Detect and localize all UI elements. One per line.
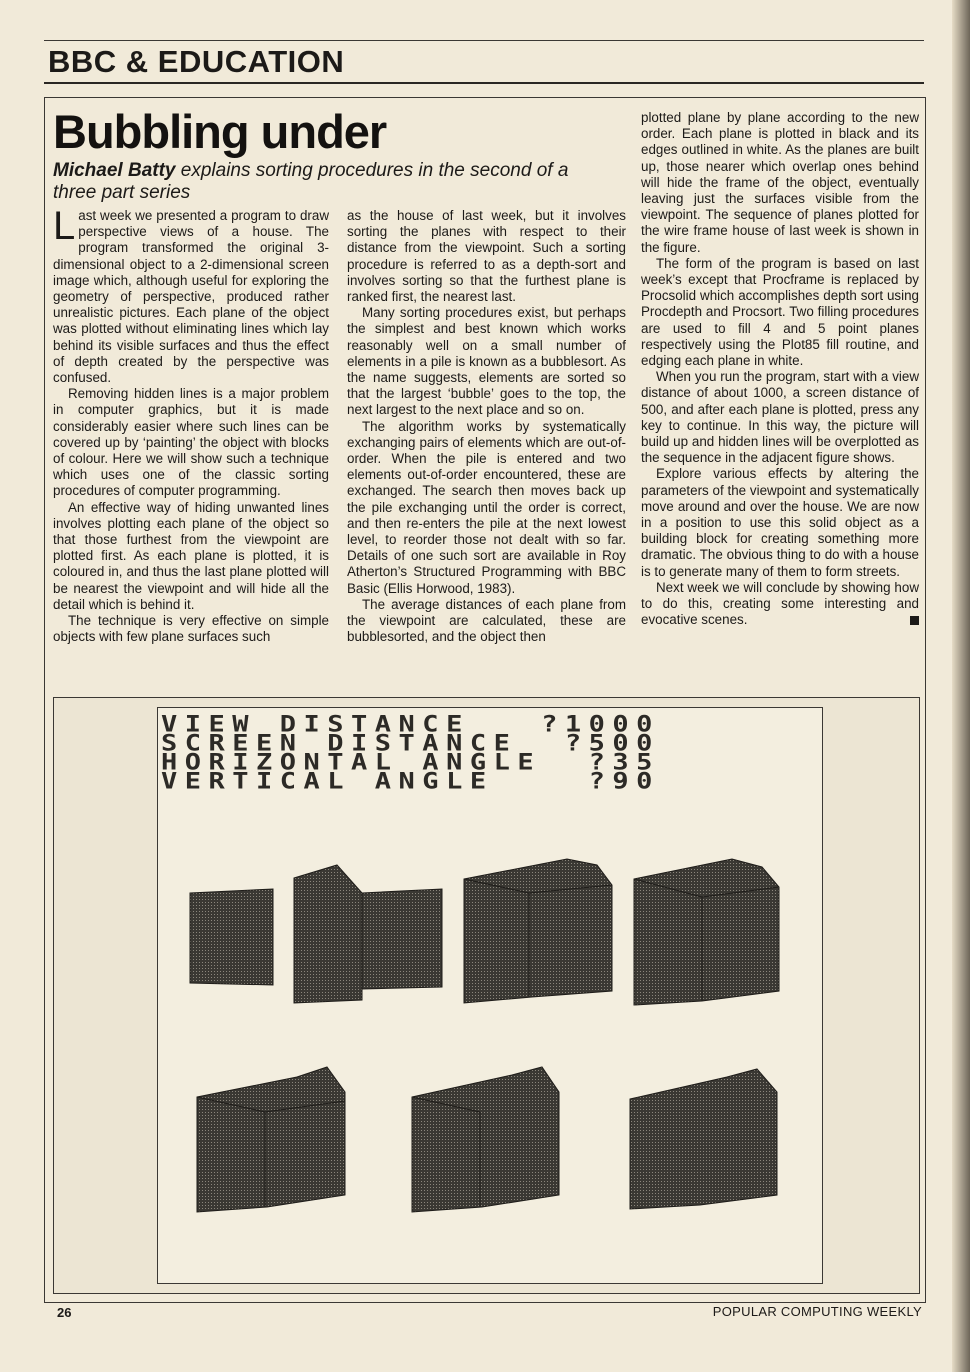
author-name: Michael Batty bbox=[53, 160, 176, 181]
house-step-5 bbox=[197, 1067, 345, 1212]
standfirst-text: explains sorting procedures in the second of a three part series bbox=[53, 160, 569, 203]
col2-para-2: Many sorting procedures exist, but perhaps the simplest and best known which works reasonably well on a small number of elements in a pile is known as a bubblesort. As the name suggests, elements are sorted so that the largest ‘bubble’ goes to the top, the next largest to the next place and so on. bbox=[347, 305, 626, 418]
column-3 bbox=[641, 110, 919, 629]
screen-line-horizontal-angle: HORIZONTAL ANGLE ?35 bbox=[161, 749, 660, 776]
col3-para-1: plotted plane by plane according to the new order. Each plane is plotted in black and its edges outlined in white. As the planes are built up, those nearer which overlap ones behind will hide the frame of the object, eventually leaving just the surfaces visible from the viewpoint. The sequence of planes plotted for the wire frame house of last week is shown in the figure. bbox=[641, 110, 919, 255]
article-frame-left bbox=[44, 97, 45, 1302]
screen-line-view-distance: VIEW DISTANCE ?1000 bbox=[161, 711, 660, 738]
section-rule bbox=[44, 82, 924, 84]
col3-para-2: The form of the program is based on last week’s except that Procframe is replaced by Procsolid which accomplishes depth sort using Procdepth and Procsort. Two filling procedures are used to fill 4 and 5 point planes respectively using the Plot85 fill routine, and edging each plane in white. bbox=[641, 255, 919, 369]
top-rule bbox=[44, 40, 924, 41]
section-heading: BBC & EDUCATION bbox=[48, 44, 345, 79]
col3-para-3: When you run the program, start with a view distance of about 1000, a screen distance of 500, and after each plane is plotted, press any key to continue. In this way, the picture will build up and hidden lines will be overplotted as the sequence in the adjacent figure shows. bbox=[641, 369, 919, 466]
house-step-1 bbox=[190, 889, 273, 985]
article-frame-top bbox=[44, 97, 926, 98]
page-number: 26 bbox=[57, 1305, 72, 1320]
house-step-3 bbox=[464, 859, 612, 1003]
article-frame-right bbox=[925, 97, 926, 1302]
house-render-sequence bbox=[157, 707, 823, 1284]
col3-para-4: Explore various effects by altering the parameters of the viewpoint and systematically move around and over the house. We are now in a position to use this solid object as a building block for creating something more dramatic. The obvious thing to do with a house is to generate many of them to form streets. bbox=[641, 466, 919, 579]
house-step-2 bbox=[294, 865, 442, 1003]
column-1 bbox=[53, 204, 329, 645]
col2-para-1: as the house of last week, but it involves sorting the planes with respect to their distance from the viewpoint. Such a sorting procedure is referred to as a depth-sort and involves sorting so that the furthest plane is ranked first, the nearest last. bbox=[347, 208, 626, 305]
screen-line-screen-distance: SCREEN DISTANCE ?500 bbox=[161, 730, 660, 757]
screen-line-vertical-angle: VERTICAL ANGLE ?90 bbox=[161, 768, 660, 795]
article-title: Bubbling under bbox=[53, 105, 387, 158]
col2-para-4: The average distances of each plane from the viewpoint are calculated, these are bubblesorted, and the object then bbox=[347, 596, 626, 645]
col2-para-3: The algorithm works by systematically exchanging pairs of elements which are out-of-order. When the pile is entered and two elements out-of-order encountered, these are exchanged. The search then moves back up the pile exchanging until the order is correct, and then re-enters the pile at the next lowest level, to reorder those not dealt with so far. Details of one such sort are available in Roy Atherton’s Structured Programming with BBC Basic (Ellis Horwood, 1983). bbox=[347, 418, 626, 596]
article-frame-bottom bbox=[44, 1302, 926, 1303]
col1-para-3: An effective way of hiding unwanted lines involves plotting each plane of the object so that those furthest from the viewpoint are plotted first. As each plane is plotted, it is coloured in, and thus the last plane plotted will be nearest the viewpoint and will hide all the detail which is behind it. bbox=[53, 499, 329, 612]
col3-para-5: Next week we will conclude by showing how to do this, creating some interesting and evocative scenes. bbox=[641, 579, 919, 628]
house-step-4 bbox=[634, 859, 779, 1005]
house-step-7 bbox=[630, 1069, 777, 1209]
standfirst bbox=[53, 160, 613, 204]
col1-para-2: Removing hidden lines is a major problem in computer graphics, but it is made considerably easier where such lines can be covered up by ‘painting’ the object with blocks of colour. Here we will show such a technique which uses one of the classic sorting procedures of computer programming. bbox=[53, 386, 329, 499]
page-edge-shadow bbox=[952, 0, 970, 1372]
end-mark-icon bbox=[910, 616, 919, 625]
house-step-6 bbox=[412, 1067, 559, 1212]
col1-para-1: Last week we presented a program to draw perspective views of a house. The program transformed the original 3-dimensional object to a 2-dimensional screen image which, although useful for exploring the geometry of perspective, produced rather unrealistic pictures. Each plane of the object was plotted without eliminating lines which lay behind its visible surfaces and thus the effect of depth created by the perspective was confused. bbox=[53, 204, 329, 386]
drop-cap: L bbox=[53, 204, 76, 248]
column-2 bbox=[347, 208, 626, 645]
col1-para-4: The technique is very effective on simple objects with few plane surfaces such bbox=[53, 613, 329, 645]
magazine-name: POPULAR COMPUTING WEEKLY bbox=[712, 1304, 922, 1319]
